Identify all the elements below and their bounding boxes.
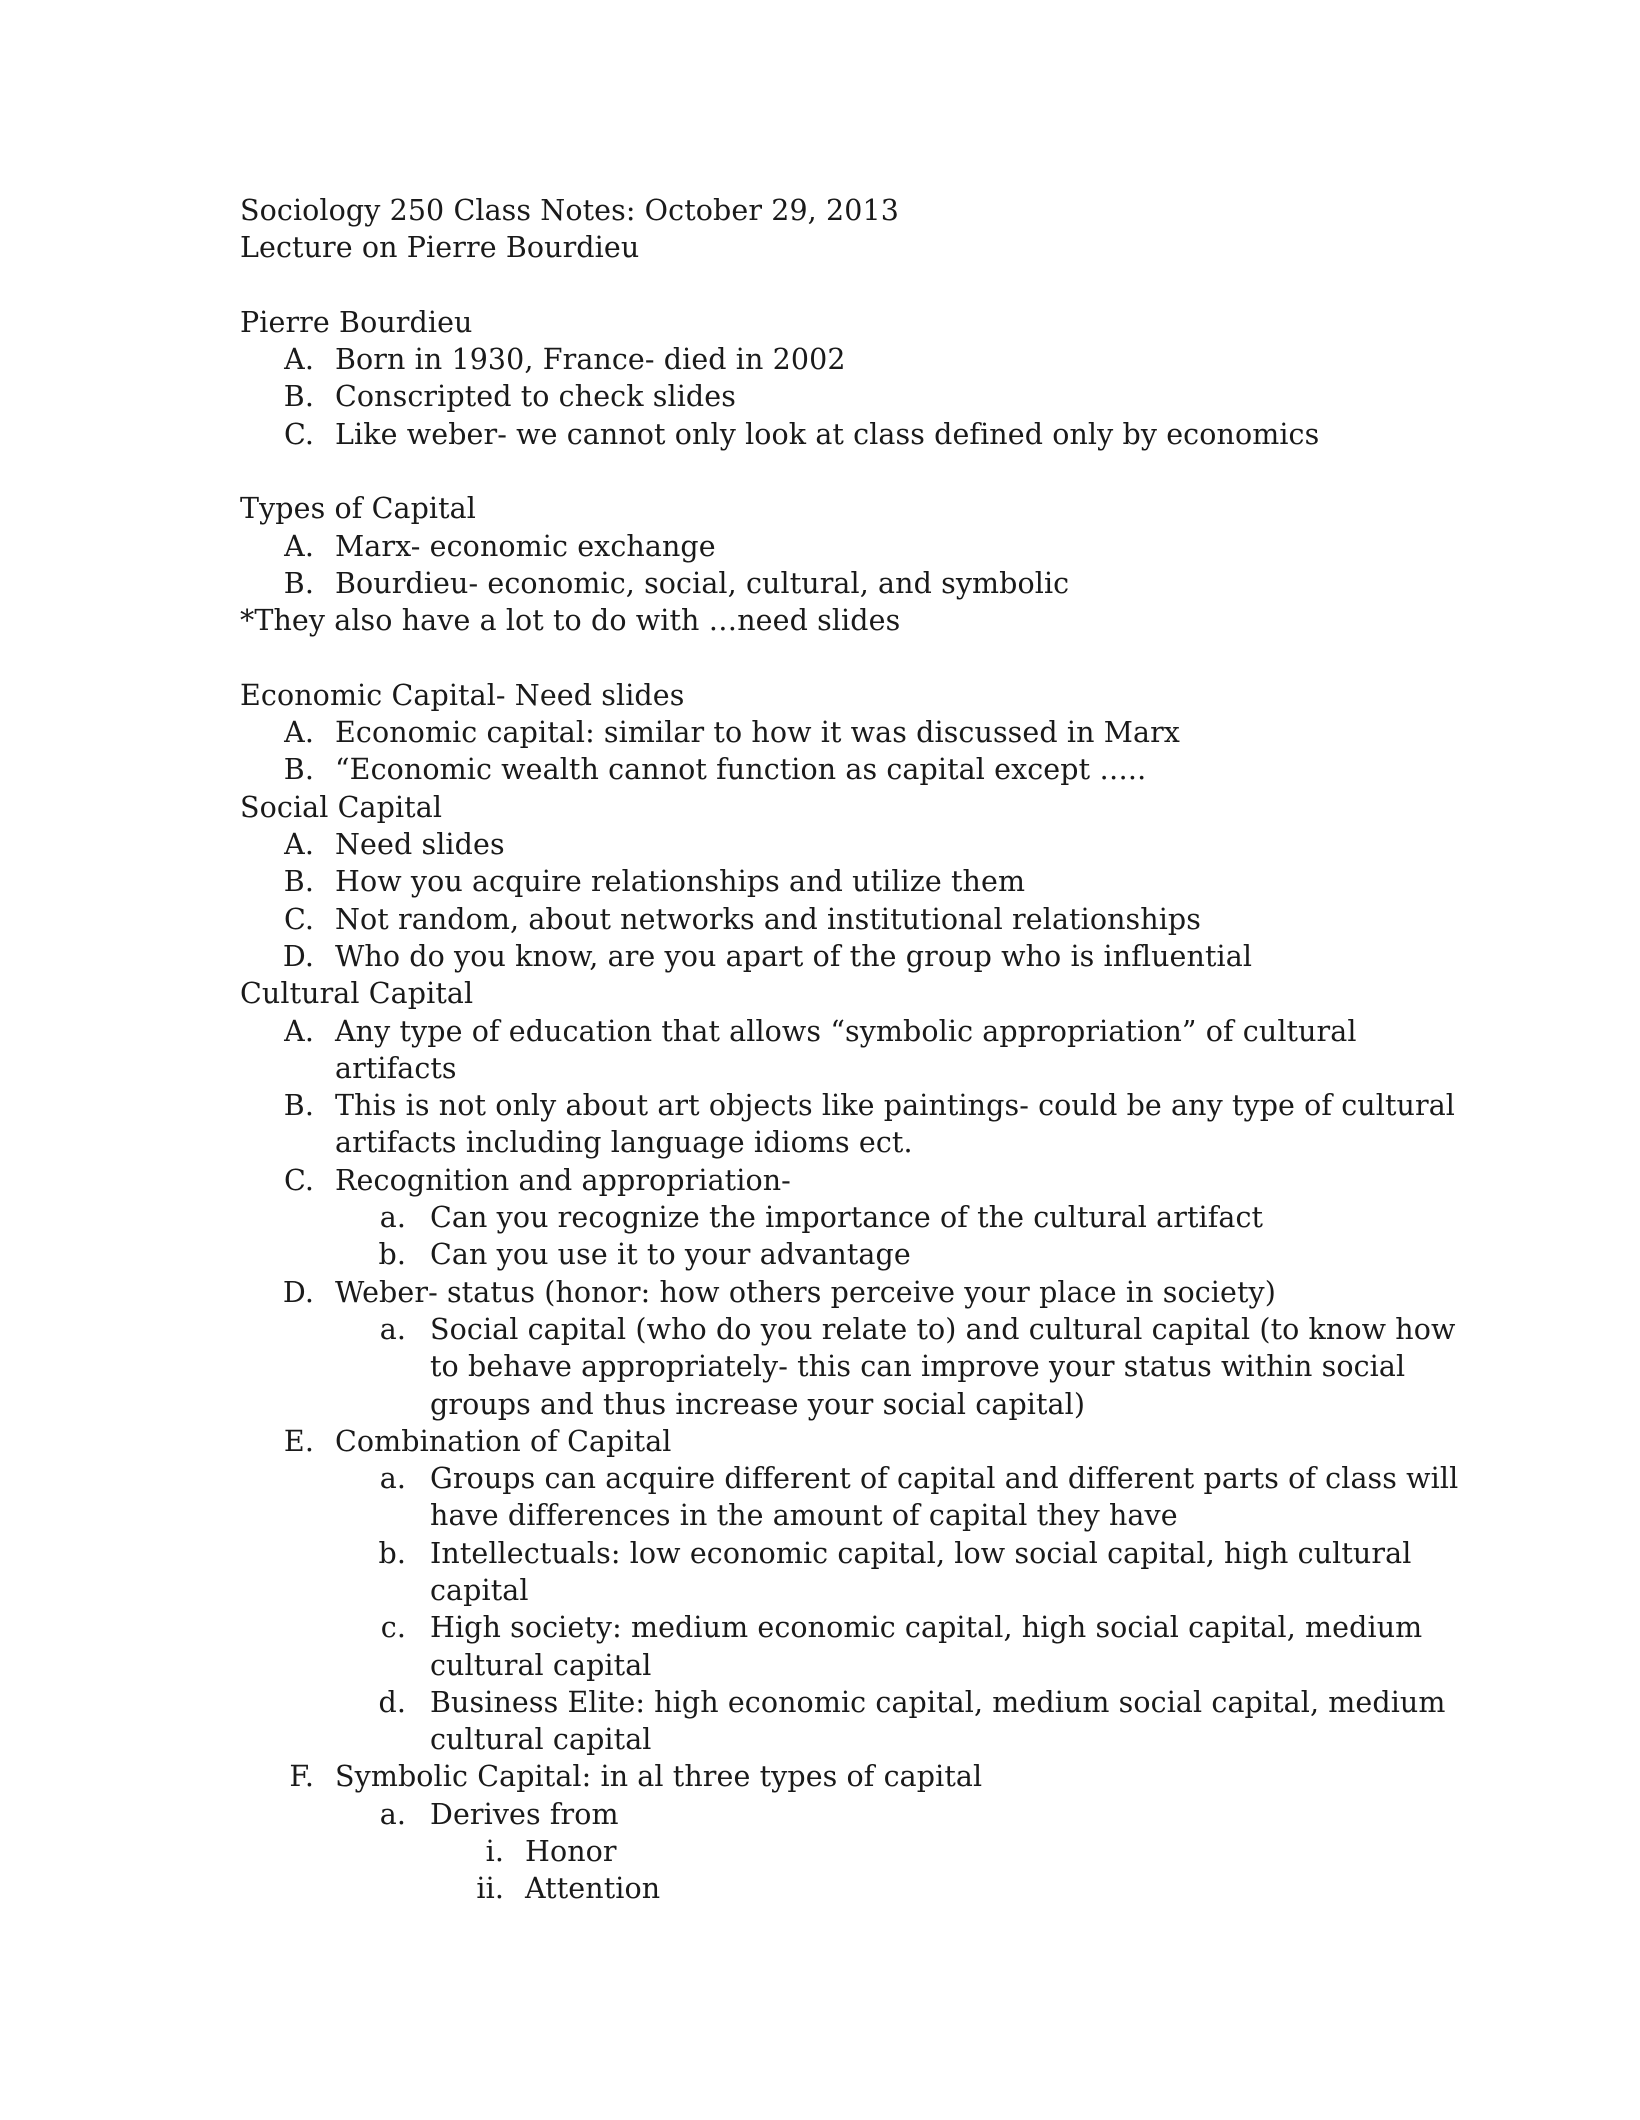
sub-list-item <box>240 1684 1480 1759</box>
list-marker: A. <box>284 828 314 862</box>
list-marker: B. <box>283 1089 314 1123</box>
list-item <box>240 1758 1480 1795</box>
list-item <box>240 826 1480 863</box>
list-item <box>240 863 1480 900</box>
list-marker: a. <box>379 1201 406 1235</box>
list-item-text: Weber- status (honor: how others perceive your place in society) <box>335 1275 1276 1309</box>
list-item-text: Business Elite: high economic capital, medium social capital, medium <box>430 1685 1446 1719</box>
list-item-text: How you acquire relationships and utilize them <box>335 865 1026 899</box>
list-item <box>240 341 1480 378</box>
list-marker: a. <box>379 1312 406 1346</box>
list-marker: B. <box>283 865 314 899</box>
list-item-text: Not random, about networks and institutional relationships <box>335 902 1202 936</box>
list-item <box>240 378 1480 415</box>
sub-list-item <box>240 1199 1480 1236</box>
list-marker: A. <box>284 529 314 563</box>
sub-sub-list-item <box>240 1870 1480 1907</box>
list-item-text: groups and thus increase your social capital) <box>430 1387 1086 1421</box>
list-item-text: Groups can acquire different of capital and different parts of class will <box>430 1462 1459 1496</box>
types-note: *They also have a lot to do with …need slides <box>240 604 901 638</box>
list-item-text: Can you use it to your advantage <box>430 1238 911 1272</box>
section-heading-social: Social Capital <box>240 790 443 824</box>
list-marker: ii. <box>476 1872 504 1906</box>
list-item <box>240 416 1480 453</box>
list-item-text: artifacts including language idioms ect. <box>335 1126 913 1160</box>
list-marker: C. <box>283 417 314 451</box>
list-item-text: Any type of education that allows “symbolic appropriation” of cultural <box>335 1014 1357 1048</box>
list-item-text: Marx- economic exchange <box>335 529 716 563</box>
sub-sub-list-item <box>240 1833 1480 1870</box>
list-marker: A. <box>284 1014 314 1048</box>
sub-list-item <box>240 1236 1480 1273</box>
list-marker: A. <box>284 343 314 377</box>
section-heading-economic: Economic Capital- Need slides <box>240 678 685 712</box>
list-marker: C. <box>283 1163 314 1197</box>
list-item-text: Recognition and appropriation- <box>335 1163 791 1197</box>
sub-list-item <box>240 1796 1480 1833</box>
list-item-text: High society: medium economic capital, high social capital, medium <box>430 1611 1423 1645</box>
list-item-text: “Economic wealth cannot function as capital except ….. <box>335 753 1147 787</box>
document-title: Sociology 250 Class Notes: October 29, 2013 <box>240 194 899 227</box>
list-marker: a. <box>379 1462 406 1496</box>
spacer <box>240 640 1480 677</box>
list-item <box>240 938 1480 975</box>
list-item-text: cultural capital <box>430 1648 652 1682</box>
section-heading-cultural: Cultural Capital <box>240 977 474 1011</box>
list-item-text: Like weber- we cannot only look at class defined only by economics <box>335 417 1320 451</box>
list-item <box>240 751 1480 788</box>
list-item-text: Born in 1930, France- died in 2002 <box>335 343 846 377</box>
list-item <box>240 1423 1480 1460</box>
list-item <box>240 1087 1480 1162</box>
list-item-text: Intellectuals: low economic capital, low social capital, high cultural <box>430 1536 1412 1570</box>
list-marker: d. <box>378 1685 406 1719</box>
list-item <box>240 901 1480 938</box>
list-item-text: Bourdieu- economic, social, cultural, and symbolic <box>335 566 1070 600</box>
list-item-text: Derives from <box>430 1797 619 1831</box>
list-marker: a. <box>379 1797 406 1831</box>
list-marker: C. <box>283 902 314 936</box>
list-marker: A. <box>284 716 314 750</box>
list-item-text: Symbolic Capital: in al three types of capital <box>335 1760 983 1794</box>
sub-list-item <box>240 1609 1480 1684</box>
list-item-text: have differences in the amount of capital they have <box>430 1499 1178 1533</box>
list-item <box>240 1013 1480 1088</box>
list-marker: B. <box>283 380 314 414</box>
spacer <box>240 267 1480 304</box>
list-marker: D. <box>282 1275 314 1309</box>
list-item-text: Economic capital: similar to how it was discussed in Marx <box>335 716 1180 750</box>
list-marker: B. <box>283 753 314 787</box>
list-item-text: Honor <box>525 1835 617 1869</box>
document-subtitle: Lecture on Pierre Bourdieu <box>240 231 640 265</box>
list-marker: D. <box>282 939 314 973</box>
list-marker: b. <box>378 1238 406 1272</box>
list-item-text: This is not only about art objects like paintings- could be any type of cultural <box>335 1089 1456 1123</box>
list-item-text: cultural capital <box>430 1723 652 1757</box>
list-item-text: Attention <box>525 1872 661 1906</box>
list-item-text: artifacts <box>335 1051 457 1085</box>
list-marker: B. <box>283 566 314 600</box>
list-item-text: Need slides <box>335 828 505 862</box>
list-item <box>240 1162 1480 1199</box>
sub-list-item <box>240 1535 1480 1610</box>
list-item <box>240 1274 1480 1311</box>
list-item-text: Conscripted to check slides <box>335 380 736 414</box>
sub-list-item <box>240 1460 1480 1535</box>
section-heading-bourdieu: Pierre Bourdieu <box>240 305 473 339</box>
list-item-text: to behave appropriately- this can improve your status within social <box>430 1350 1406 1384</box>
spacer <box>240 453 1480 490</box>
sub-list-item <box>240 1311 1480 1423</box>
list-item <box>240 565 1480 602</box>
list-item <box>240 714 1480 751</box>
list-marker: F. <box>289 1760 314 1794</box>
list-item-text: Combination of Capital <box>335 1424 672 1458</box>
list-item-text: Who do you know, are you apart of the group who is influential <box>335 939 1253 973</box>
list-marker: E. <box>283 1424 314 1458</box>
section-heading-types: Types of Capital <box>240 492 476 526</box>
list-marker: i. <box>485 1835 504 1869</box>
list-item-text: Social capital (who do you relate to) and cultural capital (to know how <box>430 1312 1456 1346</box>
list-item-text: capital <box>430 1573 529 1607</box>
list-marker: c. <box>380 1611 406 1645</box>
list-item <box>240 528 1480 565</box>
list-marker: b. <box>378 1536 406 1570</box>
document-page <box>240 192 1480 1908</box>
list-item-text: Can you recognize the importance of the cultural artifact <box>430 1201 1264 1235</box>
